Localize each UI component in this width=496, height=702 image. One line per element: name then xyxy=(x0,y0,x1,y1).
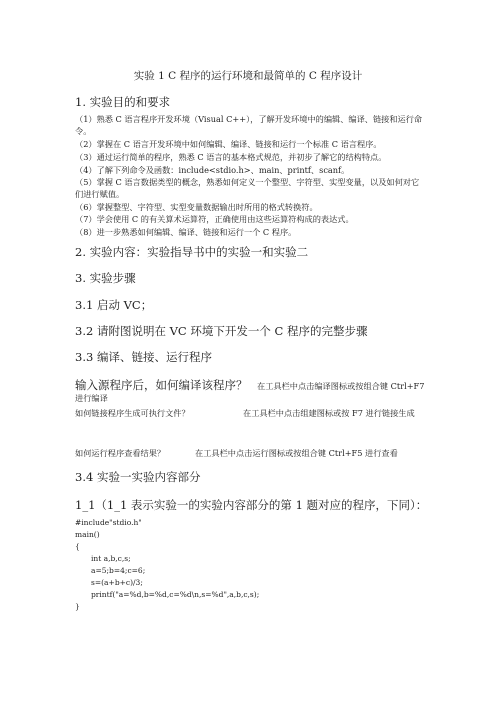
objective-item-8: （8）进一步熟悉如何编辑、编译、链接和运行一个 C 程序。 xyxy=(75,227,297,237)
objective-item-7: （7）学会使用 C 的有关算术运算符，正确使用由这些运算符构成的表达式。 xyxy=(75,214,354,224)
step-3-1: 3.1 启动 VC； xyxy=(75,298,153,312)
code-line-7: printf("a=%d,b=%d,c=%d\n,s=%d",a,b,c,s); xyxy=(91,590,260,599)
question-compile: 输入源程序后，如何编译该程序？ xyxy=(75,378,248,392)
objective-item-3: （3）通过运行简单的程序，熟悉 C 语言的基本格式规范，并初步了解它的结构特点。 xyxy=(75,152,387,162)
section-2-heading: 2. 实验内容：实验指导书中的实验一和实验二 xyxy=(75,245,309,259)
code-line-4: int a,b,c,s; xyxy=(91,554,131,563)
step-3-2: 3.2 请附图说明在 VC 环境下开发一个 C 程序的完整步骤 xyxy=(75,324,368,338)
code-line-2: main() xyxy=(75,530,100,539)
page-title: 实验 1 C 程序的运行环境和最简单的 C 程序设计 xyxy=(133,70,363,82)
question-link: 如何链接程序生成可执行文件？ xyxy=(75,408,190,418)
code-line-8: } xyxy=(75,602,80,611)
exercise-1-1-heading: 1_1（1_1 表示实验一的实验内容部分的第 1 题对应的程序，下同）： xyxy=(75,498,428,512)
objective-item-5: （5）掌握 C 语言数据类型的概念，熟悉如何定义一个整型、字符型、实型变量，以及如何对它们进行赋值。 xyxy=(75,177,420,199)
section-3-heading: 3. 实验步骤 xyxy=(75,271,136,285)
code-line-5: a=5;b=4;c=6; xyxy=(91,566,146,575)
objective-item-4: （4）了解下列命令及函数：include<stdio.h>、main、printf、scanf。 xyxy=(75,165,350,175)
answer-link: 在工具栏中点击组建图标或按 F7 进行链接生成 xyxy=(243,408,415,418)
code-line-3: { xyxy=(75,542,80,551)
answer-run: 在工具栏中点击运行图标或按组合键 Ctrl+F5 进行查看 xyxy=(195,448,398,458)
step-3-3: 3.3 编译、链接、运行程序 xyxy=(75,350,212,364)
answer-compile: 在工具栏中点击编译图标或按组合键 Ctrl+F7 进行编译 xyxy=(75,381,425,403)
objective-item-2: （2）掌握在 C 语言开发环境中如何编辑、编译、链接和运行一个标准 C 语言程序。 xyxy=(75,139,382,149)
section-1-heading: 1. 实验目的和要求 xyxy=(75,95,171,109)
objective-item-1: （1）熟悉 C 语言程序开发环境（Visual C++），了解开发环境中的编辑、编译、链接和运行命令。 xyxy=(75,114,423,136)
step-3-4: 3.4 实验一实验内容部分 xyxy=(75,470,201,484)
code-line-1: #include"stdio.h" xyxy=(75,518,142,527)
question-run: 如何运行程序查看结果？ xyxy=(75,448,166,458)
objective-item-6: （6）掌握整型、字符型、实型变量数据输出时所用的格式转换符。 xyxy=(75,202,318,212)
code-line-6: s=(a+b+c)/3; xyxy=(91,578,143,587)
